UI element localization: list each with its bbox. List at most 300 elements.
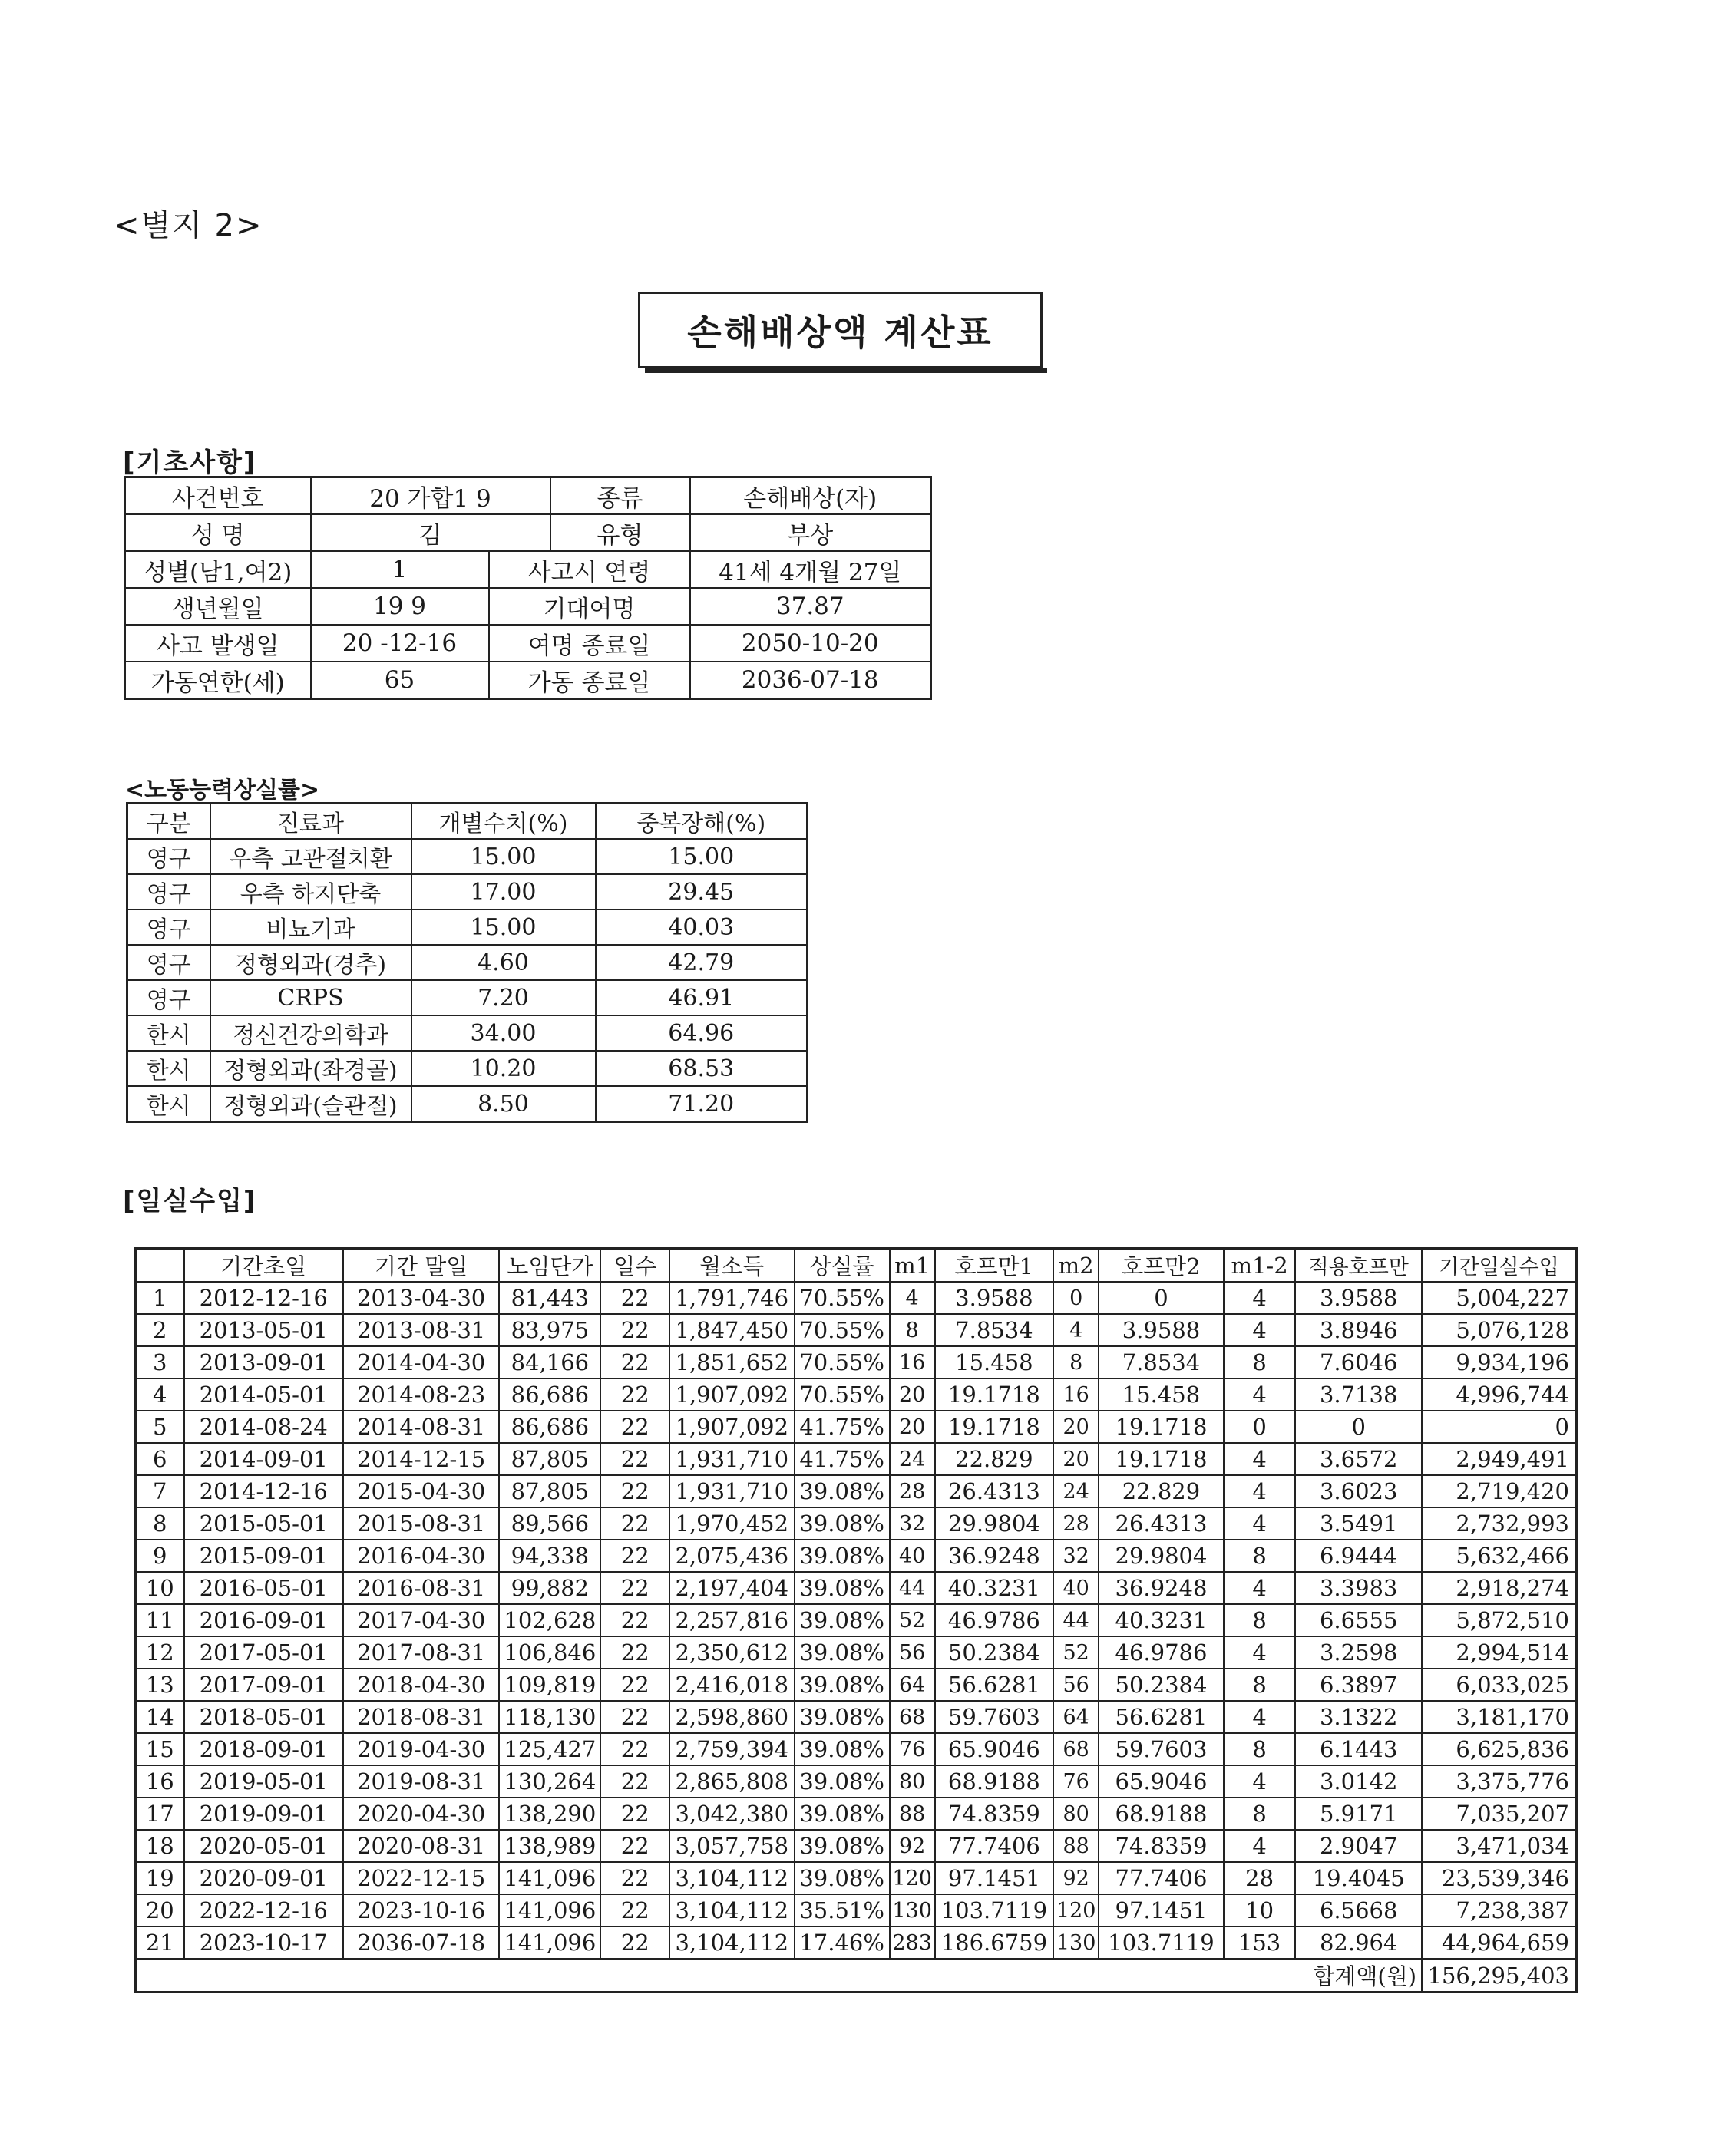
table-cell: 3,471,034 xyxy=(1422,1830,1576,1862)
table-cell: 17.00 xyxy=(411,874,596,910)
table-cell: 2019-08-31 xyxy=(343,1765,499,1798)
table-cell: 22 xyxy=(600,1862,669,1894)
table-cell: 89,566 xyxy=(499,1507,600,1540)
table-cell: 2016-04-30 xyxy=(343,1540,499,1572)
table-cell: 59.7603 xyxy=(935,1701,1054,1733)
table-cell: 2014-04-30 xyxy=(343,1346,499,1378)
column-header xyxy=(136,1249,184,1283)
table-cell: 70.55% xyxy=(795,1282,890,1314)
table-cell: 22 xyxy=(600,1669,669,1701)
table-cell: 0 xyxy=(1422,1411,1576,1443)
table-cell: 40 xyxy=(1053,1572,1099,1604)
table-cell: 19 xyxy=(136,1862,184,1894)
table-cell: 2,197,404 xyxy=(669,1572,795,1604)
table-cell: 22 xyxy=(600,1798,669,1830)
table-cell: 39.08% xyxy=(795,1475,890,1507)
table-cell: 88 xyxy=(1053,1830,1099,1862)
table-cell: 22 xyxy=(600,1443,669,1475)
table-cell: 2,918,274 xyxy=(1422,1572,1576,1604)
table-cell: 17.46% xyxy=(795,1927,890,1959)
table-row xyxy=(136,1636,1577,1669)
table-cell: 1,931,710 xyxy=(669,1475,795,1507)
labor-capacity-table xyxy=(126,802,808,1123)
table-cell: 1,847,450 xyxy=(669,1314,795,1346)
table-cell: 92 xyxy=(890,1830,935,1862)
table-row xyxy=(127,1086,808,1122)
table-cell: 2020-09-01 xyxy=(184,1862,343,1894)
table-cell: 한시 xyxy=(127,1051,210,1086)
table-cell: 36.9248 xyxy=(935,1540,1054,1572)
basic-cell: 37.87 xyxy=(690,588,931,625)
basic-cell: 성 명 xyxy=(125,514,311,551)
table-cell: 4 xyxy=(1224,1830,1296,1862)
table-cell: 29.45 xyxy=(596,874,808,910)
table-cell: 4 xyxy=(136,1378,184,1411)
table-cell: 10 xyxy=(136,1572,184,1604)
basic-section-title: [기초사항] xyxy=(123,447,257,478)
table-cell: 2019-04-30 xyxy=(343,1733,499,1765)
table-cell: 64 xyxy=(890,1669,935,1701)
table-cell: 영구 xyxy=(127,980,210,1015)
basic-row xyxy=(125,625,931,662)
table-cell: 1,791,746 xyxy=(669,1282,795,1314)
table-cell: 130 xyxy=(1053,1927,1099,1959)
document-title: 손해배상액 계산표 xyxy=(638,292,1043,368)
table-cell: 4 xyxy=(890,1282,935,1314)
basic-row xyxy=(125,514,931,551)
table-cell: 42.79 xyxy=(596,945,808,980)
table-cell: 40 xyxy=(890,1540,935,1572)
table-cell: 2020-04-30 xyxy=(343,1798,499,1830)
table-cell: 2,257,816 xyxy=(669,1604,795,1636)
table-cell: 76 xyxy=(890,1733,935,1765)
table-cell: 8 xyxy=(1224,1346,1296,1378)
column-header: 개별수치(%) xyxy=(411,804,596,840)
column-header: 기간초일 xyxy=(184,1249,343,1283)
table-cell: 2,719,420 xyxy=(1422,1475,1576,1507)
table-cell: 22 xyxy=(600,1636,669,1669)
table-cell: 2012-12-16 xyxy=(184,1282,343,1314)
table-cell: 20 xyxy=(890,1411,935,1443)
table-cell: 2016-08-31 xyxy=(343,1572,499,1604)
table-cell: 39.08% xyxy=(795,1507,890,1540)
table-cell: 3.9588 xyxy=(935,1282,1054,1314)
table-row xyxy=(136,1830,1577,1862)
table-cell: 2022-12-15 xyxy=(343,1862,499,1894)
basic-cell: 19 9 xyxy=(311,588,489,625)
basic-cell: 부상 xyxy=(690,514,931,551)
table-cell: 22 xyxy=(600,1475,669,1507)
basic-info-table xyxy=(124,476,932,700)
table-cell: 39.08% xyxy=(795,1701,890,1733)
table-cell: 7 xyxy=(136,1475,184,1507)
table-cell: 44 xyxy=(890,1572,935,1604)
table-cell: 40.03 xyxy=(596,910,808,945)
table-cell: 4 xyxy=(1224,1443,1296,1475)
table-cell: 2017-05-01 xyxy=(184,1636,343,1669)
table-cell: 39.08% xyxy=(795,1604,890,1636)
table-row xyxy=(136,1314,1577,1346)
table-cell: 영구 xyxy=(127,910,210,945)
table-cell: 1,907,092 xyxy=(669,1411,795,1443)
table-cell: 87,805 xyxy=(499,1475,600,1507)
table-cell: 4.60 xyxy=(411,945,596,980)
table-row xyxy=(127,839,808,874)
table-cell: 2013-08-31 xyxy=(343,1314,499,1346)
table-cell: 4 xyxy=(1224,1636,1296,1669)
table-cell: 39.08% xyxy=(795,1540,890,1572)
total-value: 156,295,403 xyxy=(1422,1959,1576,1993)
table-row xyxy=(136,1475,1577,1507)
table-cell: 77.7406 xyxy=(1099,1862,1224,1894)
table-cell: 2014-12-15 xyxy=(343,1443,499,1475)
table-cell: 2017-04-30 xyxy=(343,1604,499,1636)
table-cell: 한시 xyxy=(127,1086,210,1122)
table-row xyxy=(136,1507,1577,1540)
table-cell: 40.3231 xyxy=(1099,1604,1224,1636)
column-header: m1-2 xyxy=(1224,1249,1296,1283)
table-cell: 8 xyxy=(1224,1798,1296,1830)
basic-cell: 2036-07-18 xyxy=(690,662,931,699)
table-cell: 2013-09-01 xyxy=(184,1346,343,1378)
table-row xyxy=(127,1015,808,1051)
table-cell: 2013-04-30 xyxy=(343,1282,499,1314)
table-cell: 39.08% xyxy=(795,1830,890,1862)
table-cell: 46.91 xyxy=(596,980,808,1015)
table-cell: 68 xyxy=(1053,1733,1099,1765)
table-cell: 20 xyxy=(890,1378,935,1411)
table-cell: 22 xyxy=(600,1282,669,1314)
table-cell: 4 xyxy=(1224,1378,1296,1411)
table-cell: 6.1443 xyxy=(1295,1733,1422,1765)
table-cell: 120 xyxy=(890,1862,935,1894)
column-header: 진료과 xyxy=(210,804,411,840)
table-cell: 2.9047 xyxy=(1295,1830,1422,1862)
table-cell: 141,096 xyxy=(499,1862,600,1894)
table-cell: 141,096 xyxy=(499,1927,600,1959)
table-cell: 3.2598 xyxy=(1295,1636,1422,1669)
table-cell: 20 xyxy=(136,1894,184,1927)
table-cell: 2020-05-01 xyxy=(184,1830,343,1862)
table-cell: 52 xyxy=(890,1604,935,1636)
table-cell: 2013-05-01 xyxy=(184,1314,343,1346)
table-cell: 5.9171 xyxy=(1295,1798,1422,1830)
table-row xyxy=(136,1927,1577,1959)
table-cell: 3.9588 xyxy=(1295,1282,1422,1314)
table-cell: 3,375,776 xyxy=(1422,1765,1576,1798)
table-cell: 3,104,112 xyxy=(669,1862,795,1894)
table-cell: CRPS xyxy=(210,980,411,1015)
table-cell: 32 xyxy=(1053,1540,1099,1572)
table-cell: 283 xyxy=(890,1927,935,1959)
table-cell: 39.08% xyxy=(795,1572,890,1604)
table-cell: 56 xyxy=(890,1636,935,1669)
table-cell: 3.1322 xyxy=(1295,1701,1422,1733)
basic-cell: 유형 xyxy=(550,514,690,551)
table-cell: 22 xyxy=(600,1572,669,1604)
table-cell: 34.00 xyxy=(411,1015,596,1051)
table-row xyxy=(136,1733,1577,1765)
table-cell: 10 xyxy=(1224,1894,1296,1927)
table-cell: 8 xyxy=(890,1314,935,1346)
table-cell: 46.9786 xyxy=(1099,1636,1224,1669)
table-cell: 19.1718 xyxy=(935,1378,1054,1411)
basic-cell: 생년월일 xyxy=(125,588,311,625)
table-cell: 39.08% xyxy=(795,1862,890,1894)
table-cell: 50.2384 xyxy=(1099,1669,1224,1701)
table-cell: 186.6759 xyxy=(935,1927,1054,1959)
table-cell: 50.2384 xyxy=(935,1636,1054,1669)
column-header: 기간일실수입 xyxy=(1422,1249,1576,1283)
table-cell: 1 xyxy=(136,1282,184,1314)
table-cell: 35.51% xyxy=(795,1894,890,1927)
table-cell: 40.3231 xyxy=(935,1572,1054,1604)
table-cell: 16 xyxy=(890,1346,935,1378)
table-cell: 6.5668 xyxy=(1295,1894,1422,1927)
table-cell: 56 xyxy=(1053,1669,1099,1701)
table-cell: 3,042,380 xyxy=(669,1798,795,1830)
table-cell: 22.829 xyxy=(1099,1475,1224,1507)
column-header: 중복장해(%) xyxy=(596,804,808,840)
table-cell: 12 xyxy=(136,1636,184,1669)
table-cell: 3.0142 xyxy=(1295,1765,1422,1798)
table-cell: 74.8359 xyxy=(1099,1830,1224,1862)
table-cell: 8 xyxy=(1224,1733,1296,1765)
table-cell: 19.1718 xyxy=(935,1411,1054,1443)
table-cell: 22 xyxy=(600,1830,669,1862)
table-cell: 56.6281 xyxy=(1099,1701,1224,1733)
table-cell: 2014-09-01 xyxy=(184,1443,343,1475)
table-cell: 2,416,018 xyxy=(669,1669,795,1701)
table-cell: 36.9248 xyxy=(1099,1572,1224,1604)
table-cell: 5 xyxy=(136,1411,184,1443)
column-header: 구분 xyxy=(127,804,210,840)
table-cell: 99,882 xyxy=(499,1572,600,1604)
table-row xyxy=(136,1862,1577,1894)
table-cell: 2014-08-31 xyxy=(343,1411,499,1443)
column-header: m1 xyxy=(890,1249,935,1283)
table-cell: 120 xyxy=(1053,1894,1099,1927)
basic-cell: 여명 종료일 xyxy=(489,625,690,662)
table-cell: 22 xyxy=(600,1346,669,1378)
table-cell: 3.7138 xyxy=(1295,1378,1422,1411)
table-cell: 7.6046 xyxy=(1295,1346,1422,1378)
table-cell: 4 xyxy=(1224,1572,1296,1604)
table-cell: 106,846 xyxy=(499,1636,600,1669)
income-section-title: [일실수입] xyxy=(123,1186,257,1217)
table-row xyxy=(136,1346,1577,1378)
table-cell: 22 xyxy=(600,1604,669,1636)
table-cell: 3.5491 xyxy=(1295,1507,1422,1540)
table-cell: 2,598,860 xyxy=(669,1701,795,1733)
table-cell: 64 xyxy=(1053,1701,1099,1733)
table-cell: 103.7119 xyxy=(1099,1927,1224,1959)
basic-cell: 김 xyxy=(311,514,550,551)
table-cell: 영구 xyxy=(127,839,210,874)
table-cell: 2022-12-16 xyxy=(184,1894,343,1927)
basic-cell: 손해배상(자) xyxy=(690,477,931,515)
total-row xyxy=(136,1959,1577,1993)
table-cell: 7.8534 xyxy=(1099,1346,1224,1378)
table-cell: 2015-05-01 xyxy=(184,1507,343,1540)
table-cell: 138,290 xyxy=(499,1798,600,1830)
table-cell: 22 xyxy=(600,1411,669,1443)
table-cell: 71.20 xyxy=(596,1086,808,1122)
table-cell: 1,931,710 xyxy=(669,1443,795,1475)
table-cell: 97.1451 xyxy=(1099,1894,1224,1927)
table-cell: 5,632,466 xyxy=(1422,1540,1576,1572)
basic-cell: 종류 xyxy=(550,477,690,515)
table-cell: 2023-10-17 xyxy=(184,1927,343,1959)
table-cell: 영구 xyxy=(127,945,210,980)
table-cell: 2016-05-01 xyxy=(184,1572,343,1604)
table-cell: 21 xyxy=(136,1927,184,1959)
table-cell: 15.458 xyxy=(935,1346,1054,1378)
table-cell: 6.3897 xyxy=(1295,1669,1422,1701)
table-row xyxy=(136,1669,1577,1701)
table-cell: 비뇨기과 xyxy=(210,910,411,945)
table-cell: 87,805 xyxy=(499,1443,600,1475)
table-cell: 39.08% xyxy=(795,1798,890,1830)
table-cell: 5,004,227 xyxy=(1422,1282,1576,1314)
table-cell: 7.8534 xyxy=(935,1314,1054,1346)
basic-cell: 1 xyxy=(311,551,489,588)
table-cell: 4 xyxy=(1224,1507,1296,1540)
table-cell: 39.08% xyxy=(795,1669,890,1701)
table-row xyxy=(127,945,808,980)
table-cell: 2036-07-18 xyxy=(343,1927,499,1959)
basic-row xyxy=(125,477,931,515)
table-row xyxy=(127,1051,808,1086)
table-cell: 81,443 xyxy=(499,1282,600,1314)
table-cell: 59.7603 xyxy=(1099,1733,1224,1765)
table-cell: 6,625,836 xyxy=(1422,1733,1576,1765)
table-cell: 2016-09-01 xyxy=(184,1604,343,1636)
basic-cell: 사고시 연령 xyxy=(489,551,690,588)
table-cell: 2,075,436 xyxy=(669,1540,795,1572)
table-cell: 4,996,744 xyxy=(1422,1378,1576,1411)
table-cell: 우측 하지단축 xyxy=(210,874,411,910)
table-cell: 1,970,452 xyxy=(669,1507,795,1540)
basic-cell: 41세 4개월 27일 xyxy=(690,551,931,588)
table-cell: 정형외과(경추) xyxy=(210,945,411,980)
table-cell: 6.6555 xyxy=(1295,1604,1422,1636)
column-header: 기간 말일 xyxy=(343,1249,499,1283)
table-cell: 8.50 xyxy=(411,1086,596,1122)
table-cell: 44 xyxy=(1053,1604,1099,1636)
basic-cell: 사고 발생일 xyxy=(125,625,311,662)
table-cell: 2018-04-30 xyxy=(343,1669,499,1701)
table-cell: 32 xyxy=(890,1507,935,1540)
table-cell: 109,819 xyxy=(499,1669,600,1701)
table-row xyxy=(127,980,808,1015)
table-cell: 22 xyxy=(600,1314,669,1346)
table-cell: 정형외과(슬관절) xyxy=(210,1086,411,1122)
table-cell: 39.08% xyxy=(795,1636,890,1669)
table-cell: 88 xyxy=(890,1798,935,1830)
lost-income-table xyxy=(134,1247,1578,1993)
table-cell: 2015-04-30 xyxy=(343,1475,499,1507)
table-cell: 22.829 xyxy=(935,1443,1054,1475)
basic-cell: 20 가합1 9 xyxy=(311,477,550,515)
table-cell: 3 xyxy=(136,1346,184,1378)
table-cell: 28 xyxy=(1224,1862,1296,1894)
basic-row xyxy=(125,662,931,699)
column-header: 노임단가 xyxy=(499,1249,600,1283)
table-cell: 15 xyxy=(136,1733,184,1765)
table-cell: 2017-09-01 xyxy=(184,1669,343,1701)
table-row xyxy=(136,1894,1577,1927)
table-cell: 28 xyxy=(890,1475,935,1507)
table-cell: 39.08% xyxy=(795,1765,890,1798)
table-cell: 2,994,514 xyxy=(1422,1636,1576,1669)
table-cell: 125,427 xyxy=(499,1733,600,1765)
table-cell: 2019-09-01 xyxy=(184,1798,343,1830)
table-cell: 80 xyxy=(890,1765,935,1798)
table-cell: 77.7406 xyxy=(935,1830,1054,1862)
table-cell: 68.53 xyxy=(596,1051,808,1086)
table-cell: 한시 xyxy=(127,1015,210,1051)
basic-cell: 가동연한(세) xyxy=(125,662,311,699)
basic-row xyxy=(125,588,931,625)
table-cell: 44,964,659 xyxy=(1422,1927,1576,1959)
column-header: 호프만2 xyxy=(1099,1249,1224,1283)
table-cell: 41.75% xyxy=(795,1443,890,1475)
table-cell: 3.9588 xyxy=(1099,1314,1224,1346)
table-cell: 64.96 xyxy=(596,1015,808,1051)
table-cell: 19.1718 xyxy=(1099,1443,1224,1475)
basic-row xyxy=(125,551,931,588)
table-cell: 2020-08-31 xyxy=(343,1830,499,1862)
table-cell: 19.4045 xyxy=(1295,1862,1422,1894)
table-cell: 15.00 xyxy=(411,910,596,945)
basic-cell: 가동 종료일 xyxy=(489,662,690,699)
table-cell: 22 xyxy=(600,1507,669,1540)
table-cell: 2,759,394 xyxy=(669,1733,795,1765)
table-cell: 16 xyxy=(1053,1378,1099,1411)
table-cell: 6 xyxy=(136,1443,184,1475)
table-cell: 7.20 xyxy=(411,980,596,1015)
total-label: 합계액(원) xyxy=(136,1959,1423,1993)
table-cell: 정형외과(좌경골) xyxy=(210,1051,411,1086)
table-cell: 80 xyxy=(1053,1798,1099,1830)
table-row xyxy=(136,1378,1577,1411)
table-row xyxy=(136,1701,1577,1733)
basic-cell: 사건번호 xyxy=(125,477,311,515)
table-cell: 76 xyxy=(1053,1765,1099,1798)
table-cell: 4 xyxy=(1053,1314,1099,1346)
table-cell: 68 xyxy=(890,1701,935,1733)
table-cell: 7,238,387 xyxy=(1422,1894,1576,1927)
table-cell: 19.1718 xyxy=(1099,1411,1224,1443)
table-cell: 23,539,346 xyxy=(1422,1862,1576,1894)
table-cell: 22 xyxy=(600,1927,669,1959)
column-header: 호프만1 xyxy=(935,1249,1054,1283)
table-cell: 70.55% xyxy=(795,1346,890,1378)
table-cell: 2014-05-01 xyxy=(184,1378,343,1411)
table-row xyxy=(136,1765,1577,1798)
table-cell: 102,628 xyxy=(499,1604,600,1636)
table-cell: 4 xyxy=(1224,1765,1296,1798)
table-cell: 0 xyxy=(1224,1411,1296,1443)
table-cell: 141,096 xyxy=(499,1894,600,1927)
table-cell: 153 xyxy=(1224,1927,1296,1959)
table-cell: 3,181,170 xyxy=(1422,1701,1576,1733)
table-cell: 68.9188 xyxy=(1099,1798,1224,1830)
table-row xyxy=(136,1443,1577,1475)
table-cell: 2,949,491 xyxy=(1422,1443,1576,1475)
basic-cell: 2050-10-20 xyxy=(690,625,931,662)
